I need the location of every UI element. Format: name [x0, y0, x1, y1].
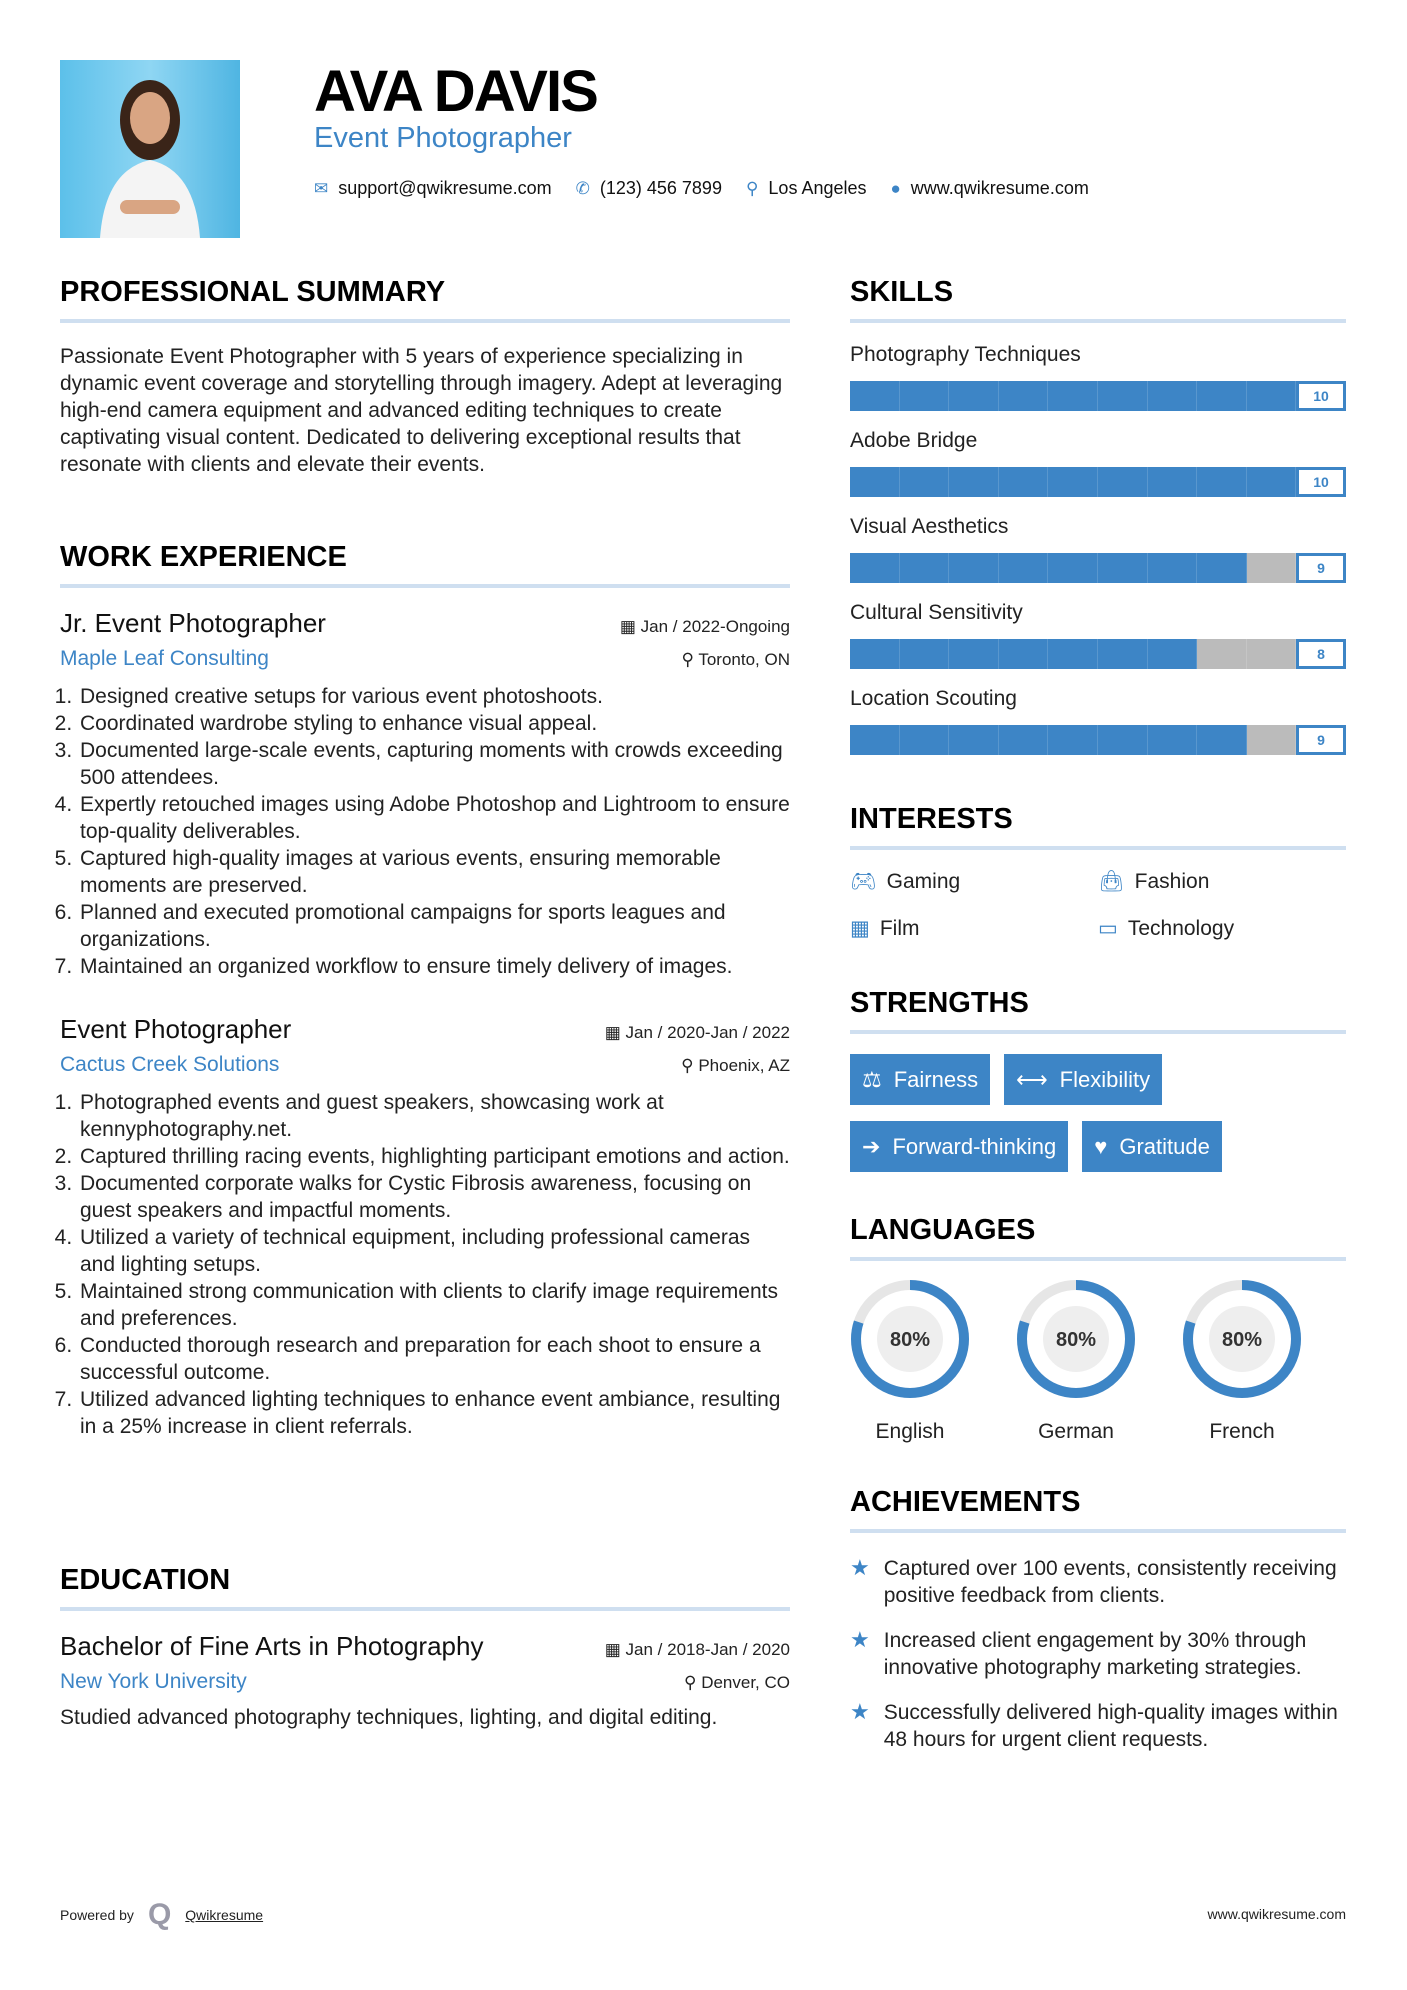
skill-bar-cell — [949, 467, 999, 497]
bullet: 3. Documented large-scale events, capturing moments with crowds exceeding 500 attendees. — [78, 737, 790, 791]
footer-site[interactable]: www.qwikresume.com — [1207, 1906, 1346, 1922]
skill-name: Visual Aesthetics — [850, 515, 1009, 538]
bullet: 6. Planned and executed promotional campaigns for sports leagues and organizations. — [78, 899, 790, 953]
skill-bar-cell — [1098, 639, 1148, 669]
language-percent: 80% — [1055, 1329, 1097, 1351]
skill-bar-cell — [949, 725, 999, 755]
phone-icon: ✆ — [575, 178, 590, 198]
skill-bar-cell — [1048, 725, 1098, 755]
bullet: 5. Captured high-quality images at various events, ensuring memorable moments are preserved. — [78, 845, 790, 899]
skill-bar-cell — [850, 467, 900, 497]
skill-bar-cell — [1148, 467, 1198, 497]
skill-bar-cell — [1048, 467, 1098, 497]
job-title: Event Photographer — [60, 1014, 292, 1044]
skill-bar-cell — [850, 553, 900, 583]
globe-icon: ● — [890, 178, 901, 198]
profile-photo — [60, 60, 240, 238]
skill-bar-cell — [1048, 553, 1098, 583]
strength-label: Fairness — [893, 1066, 979, 1092]
qwikresume-logo-icon: Q — [147, 1898, 172, 1931]
bag-icon: 👜︎ — [1098, 870, 1125, 893]
skill-bar-cell — [1197, 639, 1247, 669]
interest-label: Film — [879, 917, 920, 940]
job-bullets — [60, 1089, 790, 1440]
bullet: 6. Conducted thorough research and preparation for each shoot to ensure a successful outcome. — [78, 1332, 790, 1386]
summary-text: Passionate Event Photographer with 5 years of experience specializing in dynamic event coverage and storytelling through imagery. Adept at leveraging high-end camera equipment and advanced editing techniques to create captivating visual content. Dedicated to delivering exceptional results that resonate with clients and elevate their events. — [60, 345, 783, 476]
bullet: 2. Coordinated wardrobe styling to enhance visual appeal. — [78, 710, 790, 737]
footer-left — [60, 1898, 263, 1932]
skill-name: Cultural Sensitivity — [850, 601, 1023, 624]
skill-bar-cell — [999, 553, 1049, 583]
skill-value: 10 — [1296, 467, 1346, 497]
skill-bar-cell — [1148, 725, 1198, 755]
section-heading: ACHIEVEMENTS — [850, 1486, 1346, 1533]
candidate-name: AVA DAVIS — [314, 59, 597, 124]
work-section — [60, 541, 790, 1440]
skill-value: 9 — [1296, 553, 1346, 583]
language-percent: 80% — [889, 1329, 931, 1351]
skill-bar-cell — [1247, 467, 1297, 497]
skill-bar-cell — [999, 725, 1049, 755]
skill-bar-cell — [1148, 381, 1198, 411]
achievement-text: Captured over 100 events, consistently receiving positive feedback from clients. — [883, 1557, 1337, 1607]
strength-badge — [850, 1054, 990, 1105]
language-item — [1016, 1279, 1136, 1444]
skill-bar-cell — [850, 381, 900, 411]
strength-badge — [850, 1121, 1068, 1172]
bullet: 3. Documented corporate walks for Cystic Fibrosis awareness, focusing on guest speakers and impactful moments. — [78, 1170, 790, 1224]
skill-bar — [850, 639, 1346, 669]
interest-label: Gaming — [886, 870, 961, 893]
language-donut — [1016, 1279, 1136, 1399]
skill-bar-cell — [900, 553, 950, 583]
company: Maple Leaf Consulting — [60, 647, 269, 670]
section-heading: EDUCATION — [60, 1564, 790, 1611]
skill-bar-cell — [1148, 639, 1198, 669]
interest-item — [850, 916, 1098, 941]
achievement-item — [850, 1627, 1346, 1681]
education-section — [60, 1564, 790, 1731]
heart-icon: ♥ — [1094, 1133, 1108, 1159]
skill-bar-cell — [1098, 467, 1148, 497]
skill-bar-cell — [850, 639, 900, 669]
bullet: 4. Utilized a variety of technical equipment, including professional cameras and lighting setups. — [78, 1224, 790, 1278]
strength-label: Flexibility — [1059, 1066, 1151, 1092]
interest-item — [850, 870, 1098, 894]
language-percent: 80% — [1221, 1329, 1263, 1351]
skill-bar — [850, 467, 1346, 497]
achievement-item — [850, 1699, 1346, 1753]
skill-bar-cell — [1098, 725, 1148, 755]
strength-label: Gratitude — [1119, 1133, 1210, 1159]
skill-name: Location Scouting — [850, 687, 1017, 710]
website[interactable]: www.qwikresume.com — [910, 178, 1089, 198]
skill-bar-cell — [999, 639, 1049, 669]
calendar-icon: ▦ — [619, 617, 641, 636]
interests-section — [850, 803, 1346, 941]
bullet: 4. Expertly retouched images using Adobe Photoshop and Lightroom to ensure top-quality deliverables. — [78, 791, 790, 845]
strength-label: Forward-thinking — [892, 1133, 1057, 1159]
language-name: French — [1209, 1420, 1275, 1443]
achievement-text: Increased client engagement by 30% through innovative photography marketing strategies. — [883, 1629, 1307, 1679]
school: New York University — [60, 1670, 247, 1693]
skill-bar-cell — [1197, 553, 1247, 583]
skill-bar-cell — [1247, 381, 1297, 411]
language-donut — [850, 1279, 970, 1399]
job-location: Toronto, ON — [698, 650, 790, 669]
language-item — [850, 1279, 970, 1444]
skill-bar-cell — [900, 381, 950, 411]
interest-item — [1098, 870, 1346, 894]
skill-value: 9 — [1296, 725, 1346, 755]
map-pin-icon: ⚲ — [745, 178, 759, 198]
job-location: Phoenix, AZ — [698, 1056, 790, 1075]
calendar-icon: ▦ — [604, 1640, 626, 1659]
language-name: German — [1038, 1420, 1114, 1443]
bullet: 1. Photographed events and guest speakers, showcasing work at kennyphotography.net. — [78, 1089, 790, 1143]
skill-bar-cell — [999, 467, 1049, 497]
skill-name: Adobe Bridge — [850, 429, 978, 452]
section-heading: LANGUAGES — [850, 1214, 1346, 1261]
skill-bar-cell — [1048, 381, 1098, 411]
film-icon: ▦ — [850, 917, 870, 940]
strength-badge — [1082, 1121, 1222, 1172]
envelope-icon: ✉ — [314, 178, 329, 198]
candidate-role: Event Photographer — [314, 122, 572, 154]
skill-bar-cell — [999, 381, 1049, 411]
section-heading: SKILLS — [850, 276, 1346, 323]
section-heading: PROFESSIONAL SUMMARY — [60, 276, 790, 323]
pin-icon: ⚲ — [681, 1056, 699, 1075]
skill-bar-cell — [1247, 725, 1297, 755]
scale-icon: ⚖ — [862, 1066, 882, 1092]
skill-name: Photography Techniques — [850, 343, 1081, 366]
gamepad-icon: 🎮︎ — [850, 870, 877, 893]
degree: Bachelor of Fine Arts in Photography — [60, 1631, 484, 1661]
skill-bar-cell — [900, 725, 950, 755]
skill-value: 8 — [1296, 639, 1346, 669]
pin-icon: ⚲ — [681, 650, 699, 669]
edu-location: Denver, CO — [701, 1673, 790, 1692]
bullet: 2. Captured thrilling racing events, highlighting participant emotions and action. — [78, 1143, 790, 1170]
strengths-section — [850, 987, 1346, 1172]
bullet: 5. Maintained strong communication with clients to clarify image requirements and preferences. — [78, 1278, 790, 1332]
brand-link[interactable]: Qwikresume — [185, 1907, 264, 1923]
skill-bar-cell — [1197, 381, 1247, 411]
summary-section — [60, 276, 790, 478]
achievement-text: Successfully delivered high-quality images within 48 hours for urgent client requests. — [883, 1701, 1338, 1751]
skill-bar-cell — [949, 553, 999, 583]
skill-bar-cell — [1098, 553, 1148, 583]
section-heading: INTERESTS — [850, 803, 1346, 850]
laptop-icon: ▭ — [1098, 917, 1118, 940]
powered-by: Powered by — [60, 1907, 134, 1923]
star-icon: ★ — [850, 1627, 870, 1652]
job-entry — [60, 1014, 790, 1440]
star-icon: ★ — [850, 1699, 870, 1724]
skill-bar-cell — [1247, 639, 1297, 669]
skill-bar-cell — [1148, 553, 1198, 583]
language-name: English — [875, 1420, 945, 1443]
skill-bar-cell — [949, 381, 999, 411]
star-icon: ★ — [850, 1555, 870, 1580]
skill-bar-cell — [949, 639, 999, 669]
skill-bar-cell — [900, 639, 950, 669]
arrows-h-icon: ⟷ — [1016, 1066, 1048, 1092]
skill-bar-cell — [1197, 467, 1247, 497]
skills-section — [850, 276, 1346, 755]
achievements-section — [850, 1486, 1346, 1771]
skill-bar-cell — [850, 725, 900, 755]
skill-bar-cell — [1197, 725, 1247, 755]
interest-label: Fashion — [1134, 870, 1210, 893]
strength-badge — [1004, 1054, 1162, 1105]
edu-text: Studied advanced photography techniques, lighting, and digital editing. — [60, 1706, 718, 1729]
skill-bar — [850, 725, 1346, 755]
arrow-right-icon: ➔ — [862, 1133, 881, 1159]
skill-bar — [850, 381, 1346, 411]
interest-item — [1098, 916, 1346, 941]
language-item — [1182, 1279, 1302, 1444]
job-bullets — [60, 683, 790, 980]
pin-icon: ⚲ — [684, 1673, 702, 1692]
bullet: 1. Designed creative setups for various event photoshoots. — [78, 683, 790, 710]
section-heading: STRENGTHS — [850, 987, 1346, 1034]
achievement-item — [850, 1555, 1346, 1609]
skill-bar-cell — [900, 467, 950, 497]
job-date: Jan / 2020-Jan / 2022 — [625, 1023, 790, 1042]
bullet: 7. Utilized advanced lighting techniques to enhance event ambiance, resulting in a 25% increase in client referrals. — [78, 1386, 790, 1440]
languages-section — [850, 1214, 1346, 1444]
job-entry — [60, 608, 790, 980]
skill-bar-cell — [1098, 381, 1148, 411]
skill-bar — [850, 553, 1346, 583]
contact-line — [314, 178, 1089, 199]
bullet: 7. Maintained an organized workflow to ensure timely delivery of images. — [78, 953, 790, 980]
calendar-icon: ▦ — [604, 1023, 626, 1042]
section-heading: WORK EXPERIENCE — [60, 541, 790, 588]
phone: (123) 456 7899 — [599, 178, 722, 198]
company: Cactus Creek Solutions — [60, 1053, 280, 1076]
language-donut — [1182, 1279, 1302, 1399]
email[interactable]: support@qwikresume.com — [338, 178, 552, 198]
skill-value: 10 — [1296, 381, 1346, 411]
job-title: Jr. Event Photographer — [60, 608, 326, 638]
job-date: Jan / 2022-Ongoing — [640, 617, 790, 636]
skill-bar-cell — [1048, 639, 1098, 669]
location: Los Angeles — [768, 178, 867, 198]
skill-bar-cell — [1247, 553, 1297, 583]
edu-date: Jan / 2018-Jan / 2020 — [625, 1640, 790, 1659]
interest-label: Technology — [1127, 917, 1235, 940]
